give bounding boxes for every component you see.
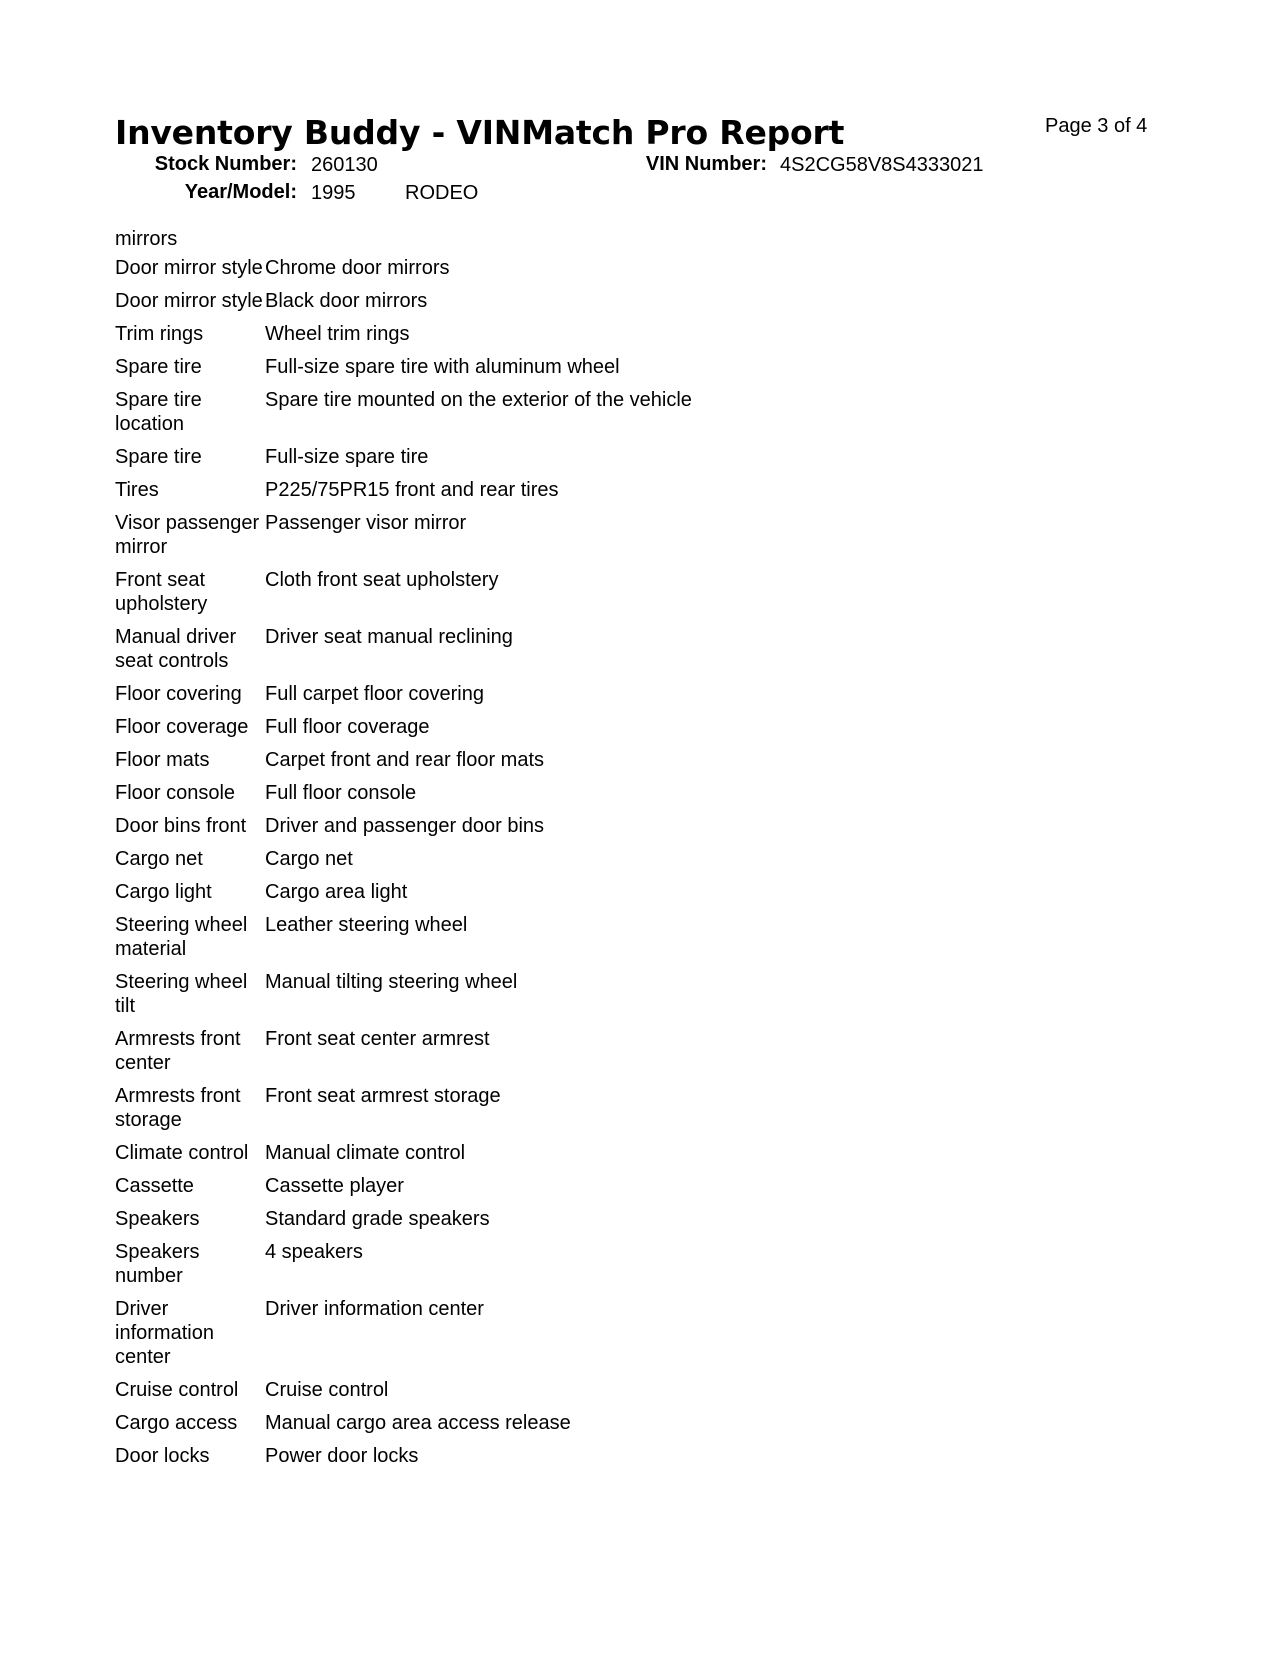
feature-row bbox=[115, 511, 1015, 559]
feature-row bbox=[115, 289, 1015, 313]
feature-value: Driver and passenger door bins bbox=[265, 815, 545, 837]
feature-value: P225/75PR15 front and rear tires bbox=[265, 479, 559, 501]
feature-row bbox=[115, 1207, 1015, 1231]
continuation-row bbox=[115, 227, 1015, 251]
feature-row bbox=[115, 355, 1015, 379]
feature-value: Chrome door mirrors bbox=[265, 257, 450, 279]
feature-label: Door bins front bbox=[115, 815, 247, 837]
feature-row bbox=[115, 715, 1015, 739]
feature-row bbox=[115, 478, 1015, 502]
feature-value: Driver seat manual reclining bbox=[265, 626, 513, 648]
feature-value: Front seat center armrest bbox=[265, 1028, 490, 1050]
page-number: Page 3 of 4 bbox=[1045, 115, 1148, 137]
feature-value: Wheel trim rings bbox=[265, 323, 410, 345]
feature-label: Front seat upholstery bbox=[115, 569, 208, 615]
feature-label: Tires bbox=[115, 479, 159, 501]
feature-label: Door mirror style bbox=[115, 257, 263, 279]
feature-list bbox=[115, 227, 1015, 1477]
report-title: Inventory Buddy - VINMatch Pro Report bbox=[115, 113, 845, 152]
feature-label: Driver information center bbox=[115, 1298, 214, 1368]
feature-row bbox=[115, 1297, 1015, 1369]
year-value: 1995 bbox=[311, 182, 356, 204]
feature-value: Cargo net bbox=[265, 848, 353, 870]
feature-label: Cargo access bbox=[115, 1412, 238, 1434]
feature-value: Cruise control bbox=[265, 1379, 389, 1401]
feature-value: Front seat armrest storage bbox=[265, 1085, 501, 1107]
feature-value: Power door locks bbox=[265, 1445, 419, 1467]
feature-label: Floor coverage bbox=[115, 716, 249, 738]
feature-value: Spare tire mounted on the exterior of the vehicle bbox=[265, 389, 692, 411]
feature-row bbox=[115, 748, 1015, 772]
feature-row bbox=[115, 781, 1015, 805]
feature-label: Steering wheel tilt bbox=[115, 971, 248, 1017]
feature-value: Manual cargo area access release bbox=[265, 1412, 571, 1434]
feature-label: Door mirror style bbox=[115, 290, 263, 312]
feature-label: Spare tire bbox=[115, 446, 202, 468]
feature-label: Climate control bbox=[115, 1142, 249, 1164]
feature-row bbox=[115, 1411, 1015, 1435]
feature-row bbox=[115, 625, 1015, 673]
feature-row bbox=[115, 445, 1015, 469]
feature-label: Cruise control bbox=[115, 1379, 239, 1401]
feature-row bbox=[115, 1378, 1015, 1402]
feature-label: Cargo net bbox=[115, 848, 203, 870]
year-model-label: Year/Model: bbox=[184, 181, 297, 203]
feature-label: Visor passenger mirror bbox=[115, 512, 260, 558]
feature-row bbox=[115, 1240, 1015, 1288]
feature-value: Leather steering wheel bbox=[265, 914, 468, 936]
feature-row bbox=[115, 847, 1015, 871]
feature-row bbox=[115, 388, 1015, 436]
feature-label: Spare tire location bbox=[115, 389, 202, 435]
feature-value: Full floor coverage bbox=[265, 716, 430, 738]
feature-label: Steering wheel material bbox=[115, 914, 248, 960]
stock-number-label: Stock Number: bbox=[154, 153, 297, 175]
continuation-text: mirrors bbox=[115, 228, 178, 250]
vin-number-value: 4S2CG58V8S4333021 bbox=[780, 154, 984, 176]
feature-label: Armrests front center bbox=[115, 1028, 241, 1074]
feature-label: Speakers bbox=[115, 1208, 200, 1230]
feature-label: Trim rings bbox=[115, 323, 204, 345]
feature-row bbox=[115, 970, 1015, 1018]
feature-label: Spare tire bbox=[115, 356, 202, 378]
stock-number-value: 260130 bbox=[311, 154, 378, 176]
feature-label: Door locks bbox=[115, 1445, 210, 1467]
feature-value: Full carpet floor covering bbox=[265, 683, 484, 705]
feature-row bbox=[115, 322, 1015, 346]
feature-value: Cassette player bbox=[265, 1175, 404, 1197]
feature-label: Floor mats bbox=[115, 749, 210, 771]
feature-value: Full floor console bbox=[265, 782, 417, 804]
feature-value: Manual tilting steering wheel bbox=[265, 971, 518, 993]
feature-row bbox=[115, 256, 1015, 280]
feature-value: Full-size spare tire bbox=[265, 446, 429, 468]
feature-value: 4 speakers bbox=[265, 1241, 363, 1263]
feature-value: Standard grade speakers bbox=[265, 1208, 490, 1230]
feature-row bbox=[115, 682, 1015, 706]
feature-value: Full-size spare tire with aluminum wheel bbox=[265, 356, 620, 378]
feature-value: Cargo area light bbox=[265, 881, 408, 903]
feature-row bbox=[115, 913, 1015, 961]
feature-label: Floor console bbox=[115, 782, 236, 804]
feature-value: Black door mirrors bbox=[265, 290, 428, 312]
feature-row bbox=[115, 1027, 1015, 1075]
feature-row bbox=[115, 1174, 1015, 1198]
feature-row bbox=[115, 814, 1015, 838]
feature-value: Passenger visor mirror bbox=[265, 512, 467, 534]
feature-label: Floor covering bbox=[115, 683, 242, 705]
feature-row bbox=[115, 880, 1015, 904]
feature-value: Cloth front seat upholstery bbox=[265, 569, 499, 591]
feature-label: Speakers number bbox=[115, 1241, 200, 1287]
feature-label: Cargo light bbox=[115, 881, 212, 903]
feature-value: Carpet front and rear floor mats bbox=[265, 749, 545, 771]
feature-label: Armrests front storage bbox=[115, 1085, 241, 1131]
feature-label: Cassette bbox=[115, 1175, 194, 1197]
feature-row bbox=[115, 1444, 1015, 1468]
feature-value: Driver information center bbox=[265, 1298, 484, 1320]
feature-row bbox=[115, 1141, 1015, 1165]
vin-number-label: VIN Number: bbox=[645, 153, 767, 175]
model-value: RODEO bbox=[405, 182, 479, 204]
feature-label: Manual driver seat controls bbox=[115, 626, 237, 672]
feature-value: Manual climate control bbox=[265, 1142, 466, 1164]
feature-row bbox=[115, 1084, 1015, 1132]
feature-row bbox=[115, 568, 1015, 616]
